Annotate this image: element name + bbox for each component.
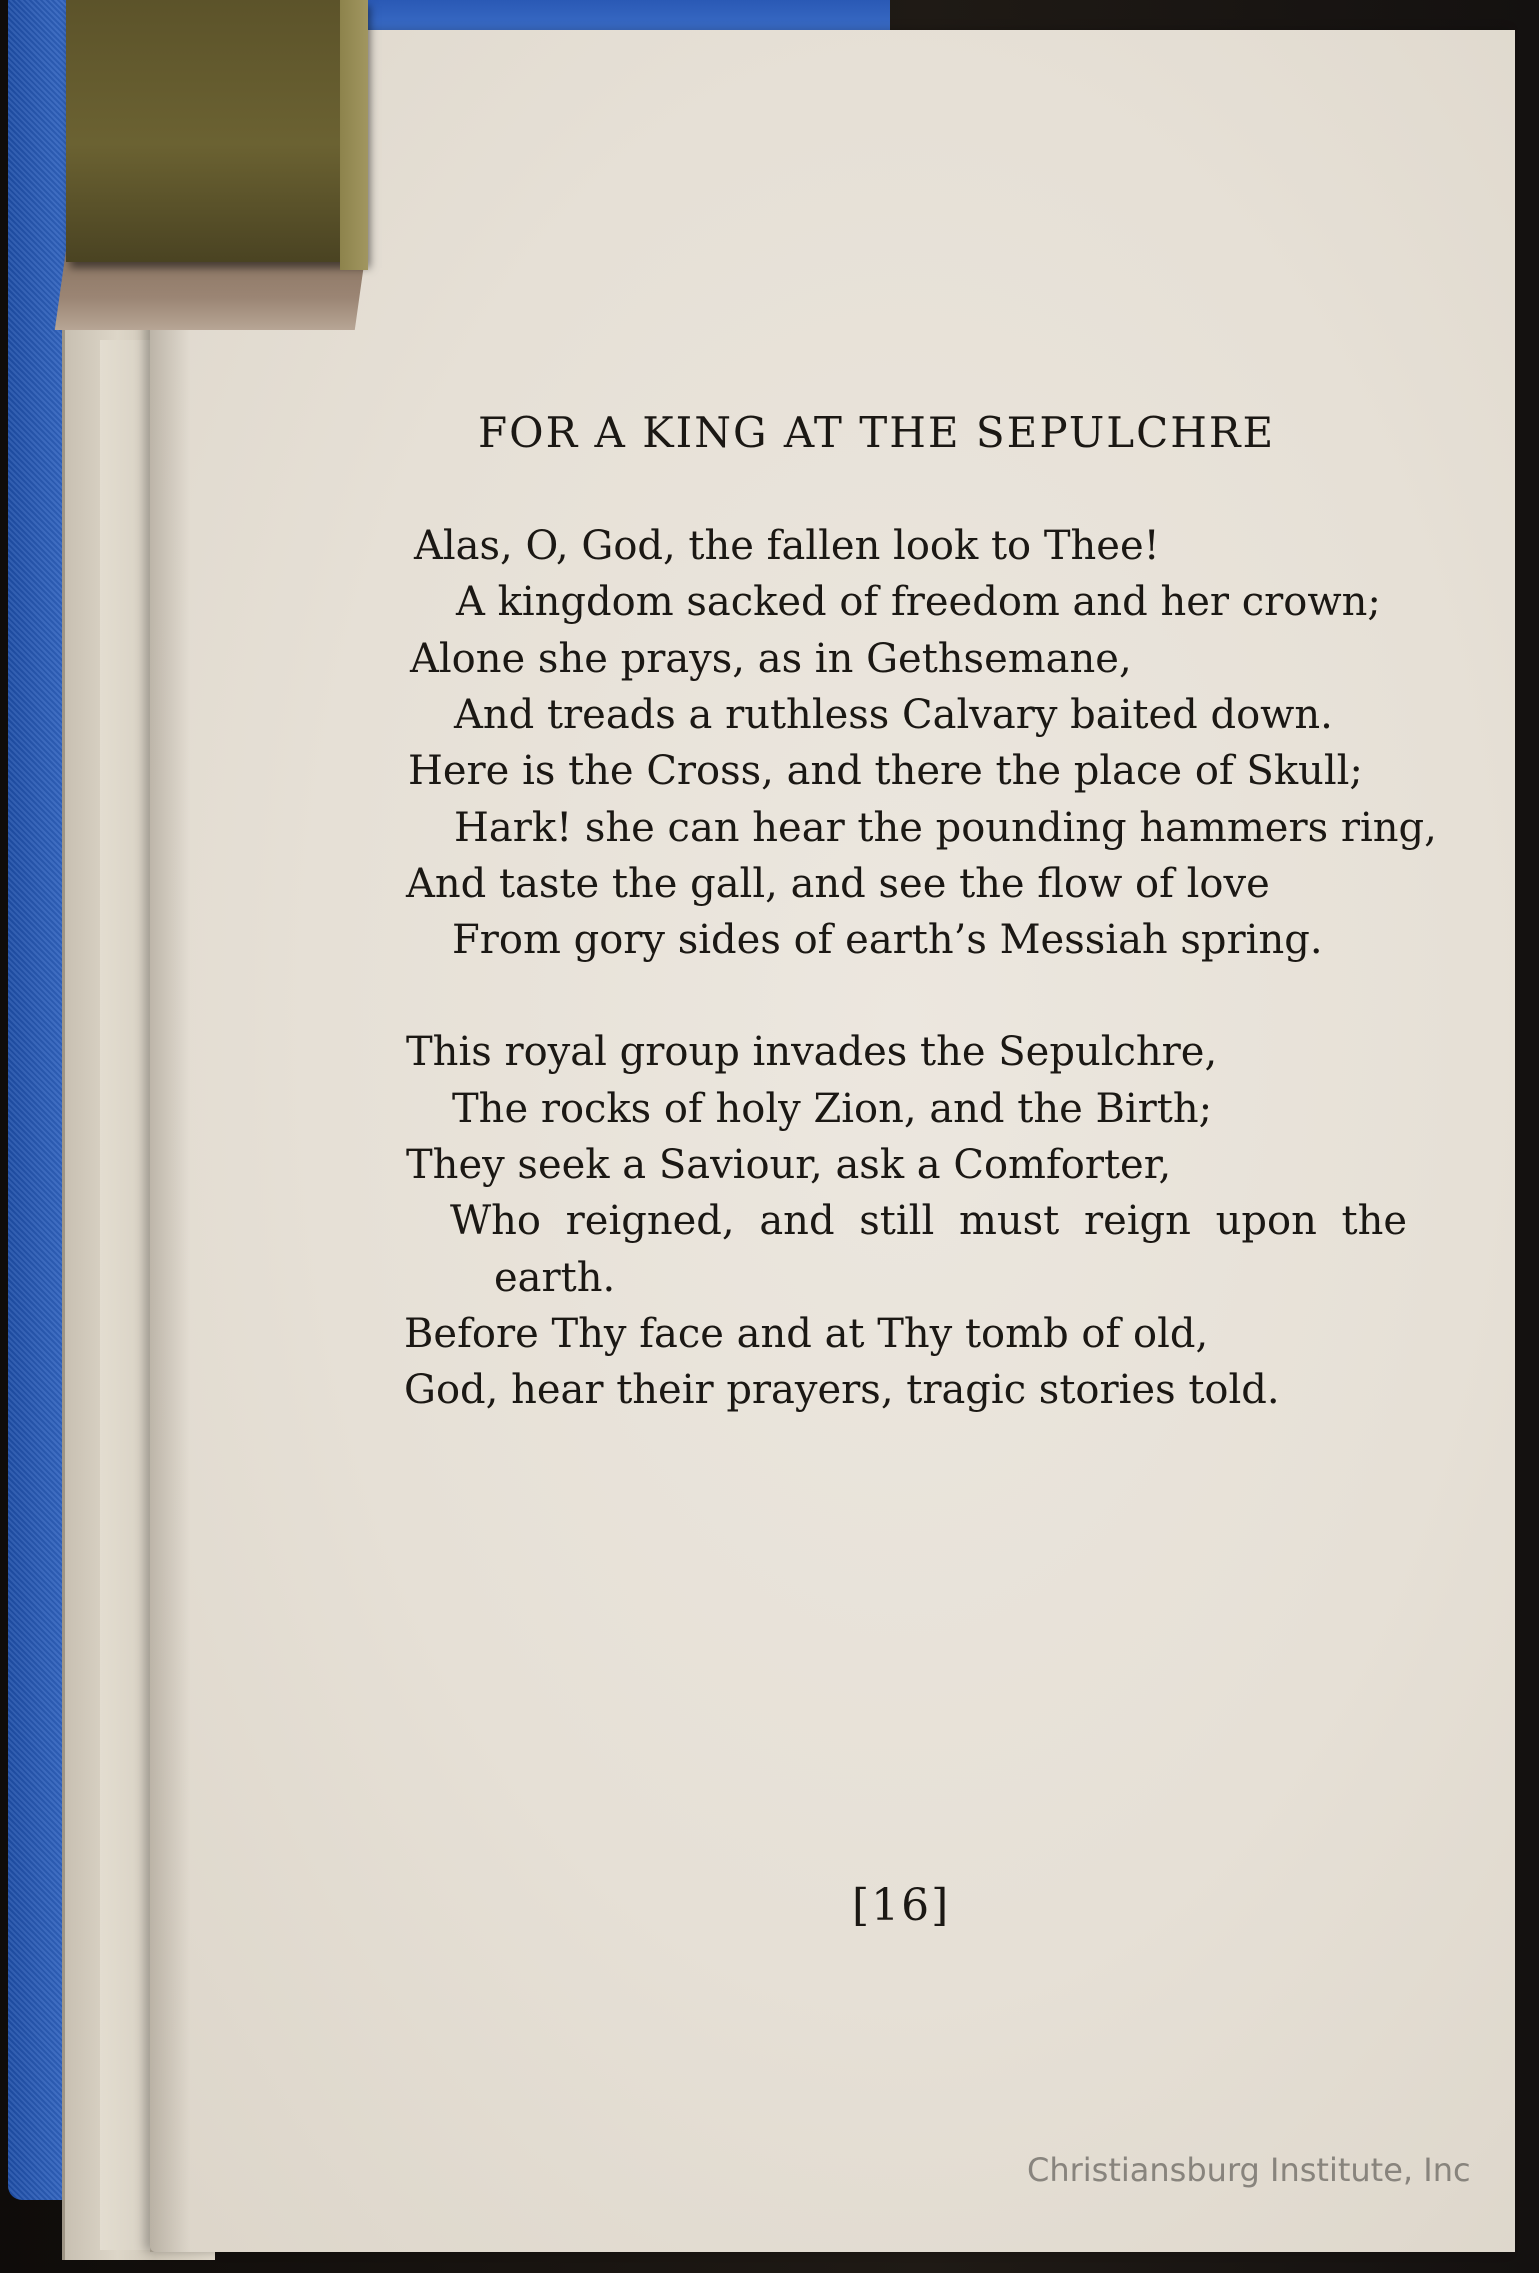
- watermark-text: Christiansburg Institute, Inc: [1027, 2151, 1471, 2189]
- poem-line: They seek a Saviour, ask a Comforter,: [406, 1142, 1172, 1188]
- poem-line: Alas, O, God, the fallen look to Thee!: [414, 523, 1160, 569]
- poem-line: Here is the Cross, and there the place of Skull;: [408, 748, 1363, 794]
- poem-line: From gory sides of earth’s Messiah spring.: [452, 917, 1323, 963]
- book-cover-top-edge: [330, 0, 890, 30]
- poem-line: A kingdom sacked of freedom and her crown;: [456, 579, 1381, 625]
- metal-clip-side: [340, 0, 368, 270]
- page-number: [16]: [852, 1880, 951, 1931]
- poem-line: And taste the gall, and see the flow of love: [406, 861, 1270, 907]
- metal-clip: [66, 0, 366, 262]
- poem-line: Alone she prays, as in Gethsemane,: [410, 636, 1132, 682]
- poem-line: And treads a ruthless Calvary baited down.: [454, 692, 1333, 738]
- book-page: [150, 30, 1515, 2252]
- page-gutter-shadow: [150, 30, 190, 2252]
- poem-line: earth.: [494, 1255, 616, 1301]
- clip-shadow: [55, 250, 366, 330]
- poem-line: Who reigned, and still must reign upon the: [450, 1198, 1408, 1244]
- poem-line: Before Thy face and at Thy tomb of old,: [404, 1311, 1209, 1357]
- poem-line: The rocks of holy Zion, and the Birth;: [452, 1086, 1213, 1132]
- poem-line: Hark! she can hear the pounding hammers ring,: [454, 805, 1437, 851]
- poem-line: God, hear their prayers, tragic stories told.: [404, 1367, 1280, 1413]
- poem-line: This royal group invades the Sepulchre,: [406, 1029, 1218, 1075]
- poem-title: FOR A KING AT THE SEPULCHRE: [478, 408, 1276, 457]
